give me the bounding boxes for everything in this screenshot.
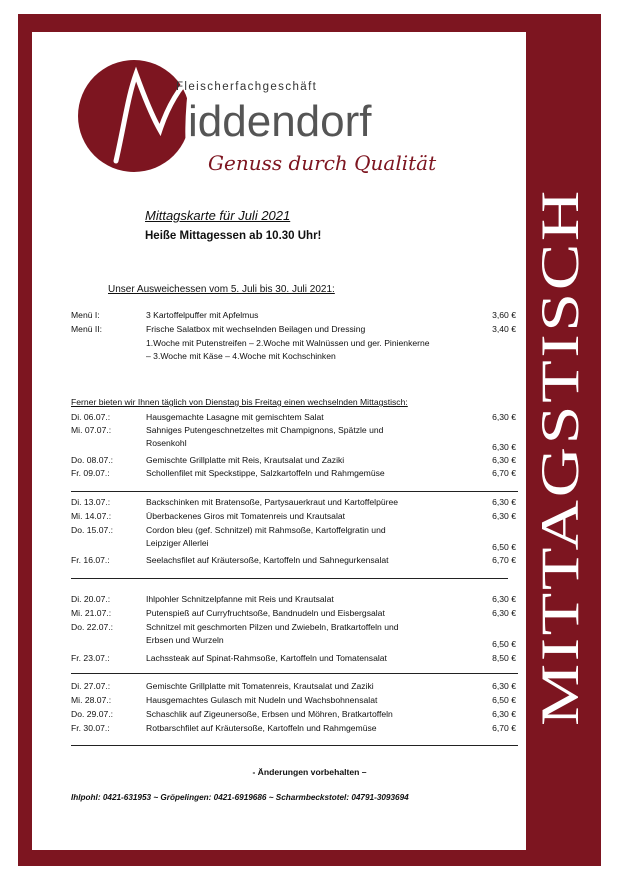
dish-text: Seelachsfilet auf Kräutersoße, Kartoffeln und Sahnegurkensalat bbox=[146, 555, 389, 565]
dish-price: 6,30 € bbox=[492, 455, 516, 465]
week-divider bbox=[71, 745, 518, 746]
week-divider bbox=[71, 578, 508, 579]
dish-date: Fr. 09.07.: bbox=[71, 468, 110, 478]
page-title: Mittagskarte für Juli 2021 bbox=[145, 208, 291, 223]
dish-date: Do. 15.07.: bbox=[71, 525, 114, 535]
dish-row bbox=[71, 593, 516, 605]
dish-date: Do. 08.07.: bbox=[71, 455, 114, 465]
dish-row bbox=[71, 411, 516, 423]
dish-text: Rosenkohl bbox=[146, 438, 187, 448]
dish-date: Di. 27.07.: bbox=[71, 681, 111, 691]
dish-text: Gemischte Grillplatte mit Tomatenreis, Krautsalat und Zaziki bbox=[146, 681, 374, 691]
menu-text: 3 Kartoffelpuffer mit Apfelmus bbox=[146, 310, 259, 320]
dish-date: Do. 22.07.: bbox=[71, 622, 114, 632]
dish-price: 6,30 € bbox=[492, 608, 516, 618]
page-subtitle: Heiße Mittagessen ab 10.30 Uhr! bbox=[145, 230, 322, 242]
dish-row bbox=[71, 680, 516, 692]
dish-text: Leipziger Allerlei bbox=[146, 538, 209, 548]
dish-text: Rotbarschfilet auf Kräutersoße, Kartoffeln und Rahmgemüse bbox=[146, 723, 377, 733]
dish-price: 6,30 € bbox=[492, 497, 516, 507]
dish-date: Di. 20.07.: bbox=[71, 594, 111, 604]
dish-price: 6,30 € bbox=[492, 681, 516, 691]
dish-text: Schaschlik auf Zigeunersoße, Erbsen und Möhren, Bratkartoffeln bbox=[146, 709, 393, 719]
dish-date: Mi. 07.07.: bbox=[71, 425, 112, 435]
dish-text: Erbsen und Wurzeln bbox=[146, 635, 224, 645]
dish-row bbox=[71, 607, 516, 619]
side-label-text: MITTAGSTISCH bbox=[530, 310, 590, 726]
dish-row bbox=[71, 454, 516, 466]
dish-date: Fr. 23.07.: bbox=[71, 653, 110, 663]
dish-text: Cordon bleu (gef. Schnitzel) mit Rahmsoße, Kartoffelgratin und bbox=[146, 525, 386, 535]
dish-price-row bbox=[71, 441, 516, 453]
dish-row bbox=[71, 424, 516, 436]
changes-notice: - Änderungen vorbehalten – bbox=[252, 767, 367, 777]
menu-row bbox=[71, 323, 516, 335]
logo-tagline-top: Fleischerfachgeschäft bbox=[176, 81, 318, 93]
dish-text: Überbackenes Giros mit Tomatenreis und Krautsalat bbox=[146, 511, 346, 521]
menu-variant-text: 1.Woche mit Putenstreifen – 2.Woche mit Walnüssen und ger. Pinienkerne bbox=[146, 338, 430, 348]
dish-date: Do. 29.07.: bbox=[71, 709, 114, 719]
dish-price: 6,70 € bbox=[492, 468, 516, 478]
dish-row bbox=[71, 694, 516, 706]
dish-row bbox=[71, 467, 516, 479]
dish-text: Gemischte Grillplatte mit Reis, Krautsalat und Zaziki bbox=[146, 455, 345, 465]
weekly-intro: Ferner bieten wir Ihnen täglich von Dienstag bis Freitag einen wechselnden Mittagstisch: bbox=[71, 397, 408, 407]
side-label bbox=[526, 32, 601, 850]
dish-row bbox=[71, 708, 516, 720]
dish-text: Backschinken mit Bratensoße, Partysauerkraut und Kartoffelpüree bbox=[146, 497, 399, 507]
brand-logo bbox=[76, 46, 486, 196]
dish-date: Mi. 21.07.: bbox=[71, 608, 112, 618]
dish-row bbox=[71, 554, 516, 566]
menu-text: Frische Salatbox mit wechselnden Beilagen und Dressing bbox=[146, 324, 366, 334]
dish-price: 6,50 € bbox=[492, 639, 516, 649]
dish-text: Hausgemachtes Gulasch mit Nudeln und Wachsbohnensalat bbox=[146, 695, 378, 705]
phone-numbers: Ihlpohl: 0421-631953 ~ Gröpelingen: 0421-6919686 ~ Scharmbeckstotel: 04791-3093694 bbox=[71, 793, 409, 802]
dish-price: 6,30 € bbox=[492, 511, 516, 521]
dish-price: 6,30 € bbox=[492, 442, 516, 452]
dish-text: Lachssteak auf Spinat-Rahmsoße, Kartoffeln und Tomatensalat bbox=[146, 653, 387, 663]
menu-row bbox=[71, 309, 516, 321]
menu-variant-line bbox=[71, 337, 516, 349]
week-divider bbox=[71, 491, 518, 492]
dish-row bbox=[71, 510, 516, 522]
dish-date: Fr. 16.07.: bbox=[71, 555, 110, 565]
dish-text: Putenspieß auf Curryfruchtsoße, Bandnudeln und Eisbergsalat bbox=[146, 608, 385, 618]
dish-row bbox=[71, 621, 516, 633]
dish-text: Ihlpohler Schnitzelpfanne mit Reis und Krautsalat bbox=[146, 594, 334, 604]
dish-price: 6,30 € bbox=[492, 709, 516, 719]
menu-price: 3,60 € bbox=[492, 310, 516, 320]
dish-date: Di. 13.07.: bbox=[71, 497, 111, 507]
dish-price: 6,70 € bbox=[492, 723, 516, 733]
dish-row bbox=[71, 652, 516, 664]
dish-date: Mi. 28.07.: bbox=[71, 695, 112, 705]
week-divider bbox=[71, 673, 518, 674]
dish-row bbox=[71, 524, 516, 536]
dish-price: 8,50 € bbox=[492, 653, 516, 663]
dish-text: Schollenfilet mit Speckstippe, Salzkartoffeln und Rahmgemüse bbox=[146, 468, 385, 478]
menu-variant-line bbox=[71, 350, 516, 362]
dish-date: Mi. 14.07.: bbox=[71, 511, 112, 521]
dish-price: 6,30 € bbox=[492, 594, 516, 604]
logo-name: iddendorf bbox=[188, 97, 372, 146]
dish-price: 6,50 € bbox=[492, 542, 516, 552]
dish-price: 6,30 € bbox=[492, 412, 516, 422]
menu-variant-text: – 3.Woche mit Käse – 4.Woche mit Kochschinken bbox=[146, 351, 336, 361]
dish-text: Schnitzel mit geschmorten Pilzen und Zwiebeln, Bratkartoffeln und bbox=[146, 622, 399, 632]
dish-price-row bbox=[71, 638, 516, 650]
logo-slogan: Genuss durch Qualität bbox=[208, 151, 437, 175]
dish-row bbox=[71, 496, 516, 508]
dish-price: 6,50 € bbox=[492, 695, 516, 705]
dish-text: Hausgemachte Lasagne mit gemischtem Salat bbox=[146, 412, 324, 422]
ausweich-heading: Unser Ausweichessen vom 5. Juli bis 30. Juli 2021: bbox=[108, 284, 335, 295]
dish-text: Sahniges Putengeschnetzeltes mit Champignons, Spätzle und bbox=[146, 425, 384, 435]
menu-price: 3,40 € bbox=[492, 324, 516, 334]
dish-price: 6,70 € bbox=[492, 555, 516, 565]
menu-label: Menü I: bbox=[71, 310, 100, 320]
dish-row bbox=[71, 722, 516, 734]
menu-label: Menü II: bbox=[71, 324, 103, 334]
dish-date: Fr. 30.07.: bbox=[71, 723, 110, 733]
dish-price-row bbox=[71, 541, 516, 553]
dish-date: Di. 06.07.: bbox=[71, 412, 111, 422]
